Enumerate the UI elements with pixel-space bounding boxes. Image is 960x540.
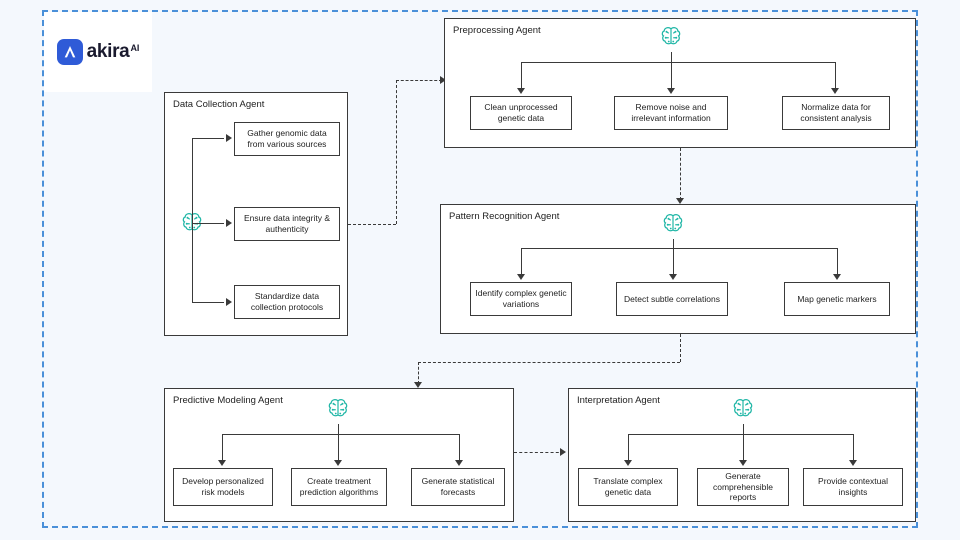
node-box[interactable]: Remove noise and irrelevant information bbox=[614, 96, 728, 130]
connector-line bbox=[192, 138, 224, 139]
group-title: Predictive Modeling Agent bbox=[173, 395, 283, 406]
node-box[interactable]: Generate statistical forecasts bbox=[411, 468, 505, 506]
connector-line bbox=[459, 434, 460, 462]
node-box[interactable]: Ensure data integrity & authenticity bbox=[234, 207, 340, 241]
arrow-head bbox=[624, 460, 632, 466]
connector-line bbox=[837, 248, 838, 276]
connector-line bbox=[521, 62, 835, 63]
brain-icon bbox=[323, 394, 353, 424]
node-box[interactable]: Identify complex genetic variations bbox=[470, 282, 572, 316]
connector-line bbox=[222, 434, 459, 435]
dashed-connector bbox=[514, 452, 564, 453]
connector-line bbox=[192, 302, 224, 303]
arrow-head bbox=[560, 448, 566, 456]
arrow-head bbox=[669, 274, 677, 280]
node-box[interactable]: Normalize data for consistent analysis bbox=[782, 96, 890, 130]
connector-line bbox=[673, 239, 674, 276]
group-title: Data Collection Agent bbox=[173, 99, 265, 110]
connector-line bbox=[743, 424, 744, 462]
brain-icon bbox=[658, 209, 688, 239]
group-title: Pattern Recognition Agent bbox=[449, 211, 560, 222]
node-box[interactable]: Detect subtle correlations bbox=[616, 282, 728, 316]
connector-line bbox=[628, 434, 629, 462]
node-box[interactable]: Generate comprehensible reports bbox=[697, 468, 789, 506]
group-title: Interpretation Agent bbox=[577, 395, 660, 406]
brain-icon bbox=[728, 394, 758, 424]
arrow-head bbox=[226, 134, 232, 142]
node-box[interactable]: Create treatment prediction algorithms bbox=[291, 468, 387, 506]
dashed-connector bbox=[348, 224, 396, 225]
arrow-head bbox=[334, 460, 342, 466]
node-box[interactable]: Map genetic markers bbox=[784, 282, 890, 316]
brain-icon bbox=[656, 22, 686, 52]
logo-superscript: AI bbox=[130, 42, 140, 53]
node-box[interactable]: Translate complex genetic data bbox=[578, 468, 678, 506]
dashed-connector bbox=[396, 80, 442, 81]
node-box[interactable]: Standardize data collection protocols bbox=[234, 285, 340, 319]
node-box[interactable]: Gather genomic data from various sources bbox=[234, 122, 340, 156]
dashed-connector bbox=[680, 148, 681, 200]
connector-line bbox=[628, 434, 853, 435]
dashed-connector bbox=[680, 334, 681, 362]
node-box[interactable]: Provide contextual insights bbox=[803, 468, 903, 506]
arrow-head bbox=[849, 460, 857, 466]
dashed-connector bbox=[418, 362, 419, 384]
dashed-connector bbox=[418, 362, 680, 363]
connector-line bbox=[521, 248, 837, 249]
arrow-head bbox=[455, 460, 463, 466]
logo-wordmark: akira bbox=[86, 41, 130, 62]
arrow-head bbox=[831, 88, 839, 94]
connector-line bbox=[853, 434, 854, 462]
dashed-connector bbox=[396, 80, 397, 224]
node-box[interactable]: Clean unprocessed genetic data bbox=[470, 96, 572, 130]
arrow-head bbox=[517, 88, 525, 94]
arrow-head bbox=[833, 274, 841, 280]
arrow-head bbox=[226, 219, 232, 227]
akira-logo-icon bbox=[57, 39, 83, 65]
connector-line bbox=[671, 52, 672, 90]
connector-line bbox=[521, 248, 522, 276]
arrow-head bbox=[517, 274, 525, 280]
connector-line bbox=[222, 434, 223, 462]
brand-logo bbox=[44, 12, 152, 92]
connector-line bbox=[192, 223, 224, 224]
node-box[interactable]: Develop personalized risk models bbox=[173, 468, 273, 506]
arrow-head bbox=[218, 460, 226, 466]
arrow-head bbox=[226, 298, 232, 306]
group-title: Preprocessing Agent bbox=[453, 25, 541, 36]
arrow-head bbox=[739, 460, 747, 466]
connector-line bbox=[192, 138, 193, 302]
connector-line bbox=[338, 424, 339, 462]
connector-line bbox=[835, 62, 836, 90]
connector-line bbox=[521, 62, 522, 90]
arrow-head bbox=[667, 88, 675, 94]
